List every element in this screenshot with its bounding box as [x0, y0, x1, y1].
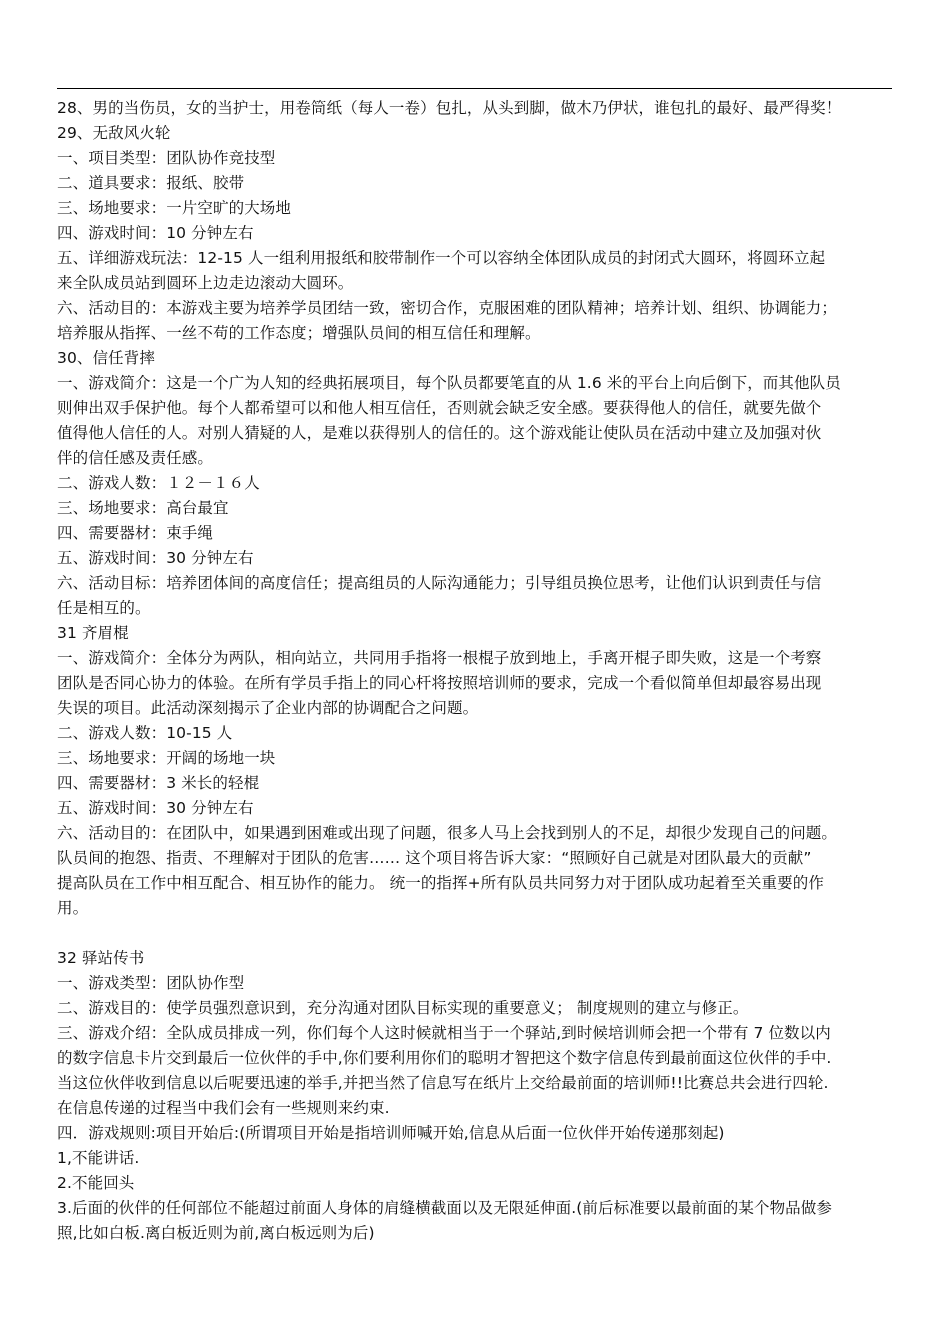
text-line: 照,比如白板.离白板近则为前,离白板远则为后) — [57, 1224, 375, 1242]
text-line: 四．游戏规则:项目开始后:(所谓项目开始是指培训师喊开始,信息从后面一位伙伴开始传递那刻起) — [57, 1124, 725, 1142]
text-line: 四、游戏时间：10 分钟左右 — [57, 224, 254, 242]
text-line: 29、无敌风火轮 — [57, 124, 171, 142]
text-line: 三、场地要求：开阔的场地一块 — [57, 749, 276, 767]
text-line: 二、游戏人数：１２－１６人 — [57, 474, 260, 492]
text-line: 团队是否同心协力的体验。在所有学员手指上的同心杆将按照培训师的要求，完成一个看似简单但却最容易出现 — [57, 674, 822, 692]
text-line: 五、游戏时间：30 分钟左右 — [57, 549, 254, 567]
text-line: 在信息传递的过程当中我们会有一些规则来约束. — [57, 1099, 390, 1117]
text-line: 32 驿站传书 — [57, 949, 145, 967]
text-line: 伴的信任感及责任感。 — [57, 449, 214, 467]
text-line: 五、详细游戏玩法：12-15 人一组利用报纸和胶带制作一个可以容纳全体团队成员的封闭式大圆环，将圆环立起 — [57, 249, 826, 267]
text-line: 失误的项目。此活动深刻揭示了企业内部的协调配合之问题。 — [57, 699, 479, 717]
text-line: 三、游戏介绍：全队成员排成一列，你们每个人这时候就相当于一个驿站,到时候培训师会把一个带有 7 位数以内 — [57, 1024, 831, 1042]
text-line: 四、需要器材：3 米长的轻棍 — [57, 774, 260, 792]
text-line: 六、活动目标：培养团体间的高度信任；提高组员的人际沟通能力；引导组员换位思考，让他们认识到责任与信 — [57, 574, 822, 592]
text-line: 的数字信息卡片交到最后一位伙伴的手中,你们要利用你们的聪明才智把这个数字信息传到最前面这位伙伴的手中. — [57, 1049, 832, 1067]
text-line: 六、活动目的：在团队中，如果遇到困难或出现了问题，很多人马上会找到别人的不足，却很少发现自己的问题。 — [57, 824, 838, 842]
text-line: 则伸出双手保护他。每个人都希望可以和他人相互信任，否则就会缺乏安全感。要获得他人的信任，就要先做个 — [57, 399, 822, 417]
text-line: 2.不能回头 — [57, 1174, 135, 1192]
text-line: 培养服从指挥、一丝不苟的工作态度；增强队员间的相互信任和理解。 — [57, 324, 541, 342]
text-line: 五、游戏时间：30 分钟左右 — [57, 799, 254, 817]
text-line: 二、道具要求：报纸、胶带 — [57, 174, 245, 192]
text-line: 一、游戏类型：团队协作型 — [57, 974, 245, 992]
text-line: 1,不能讲话. — [57, 1149, 140, 1167]
text-line: 三、场地要求：高台最宜 — [57, 499, 229, 517]
text-line: 28、男的当伤员，女的当护士，用卷筒纸（每人一卷）包扎，从头到脚，做木乃伊状，谁包扎的最好、最严得奖！ — [57, 99, 842, 117]
text-line: 30、信任背摔 — [57, 349, 155, 367]
text-line: 用。 — [57, 899, 89, 917]
text-line: 队员间的抱怨、指责、不理解对于团队的危害…… 这个项目将告诉大家：“照顾好自己就是对团队最大的贡献” — [57, 849, 812, 867]
text-line: 四、需要器材：束手绳 — [57, 524, 214, 542]
text-line: 一、游戏简介：全体分为两队，相向站立，共同用手指将一根棍子放到地上，手离开棍子即失败，这是一个考察 — [57, 649, 822, 667]
text-line: 任是相互的。 — [57, 599, 151, 617]
text-line: 值得他人信任的人。对别人猜疑的人，是难以获得别人的信任的。这个游戏能让使队员在活动中建立及加强对伙 — [57, 424, 822, 442]
text-line: 三、场地要求：一片空旷的大场地 — [57, 199, 292, 217]
text-line: 提高队员在工作中相互配合、相互协作的能力。 统一的指挥+所有队员共同努力对于团队成功起着至关重要的作 — [57, 874, 824, 892]
text-line: 来全队成员站到圆环上边走边滚动大圆环。 — [57, 274, 354, 292]
text-line: 一、游戏简介：这是一个广为人知的经典拓展项目，每个队员都要笔直的从 1.6 米的平台上向后倒下，而其他队员 — [57, 374, 841, 392]
text-line: 一、项目类型：团队协作竞技型 — [57, 149, 276, 167]
text-line: 二、游戏人数：10-15 人 — [57, 724, 233, 742]
text-line: 二、游戏目的：使学员强烈意识到，充分沟通对团队目标实现的重要意义； 制度规则的建立与修正。 — [57, 999, 749, 1017]
text-line: 当这位伙伴收到信息以后呢要迅速的举手,并把当然了信息写在纸片上交给最前面的培训师!!比赛总共会进行四轮. — [57, 1074, 829, 1092]
text-line: 31 齐眉棍 — [57, 624, 129, 642]
text-line: 六、活动目的：本游戏主要为培养学员团结一致，密切合作，克服困难的团队精神；培养计划、组织、协调能力； — [57, 299, 838, 317]
blank-line — [57, 921, 893, 946]
header-rule — [57, 88, 892, 89]
document-body — [57, 96, 893, 1246]
text-line: 3.后面的伙伴的任何部位不能超过前面人身体的肩缝横截面以及无限延伸面.(前后标准要以最前面的某个物品做参 — [57, 1199, 832, 1217]
